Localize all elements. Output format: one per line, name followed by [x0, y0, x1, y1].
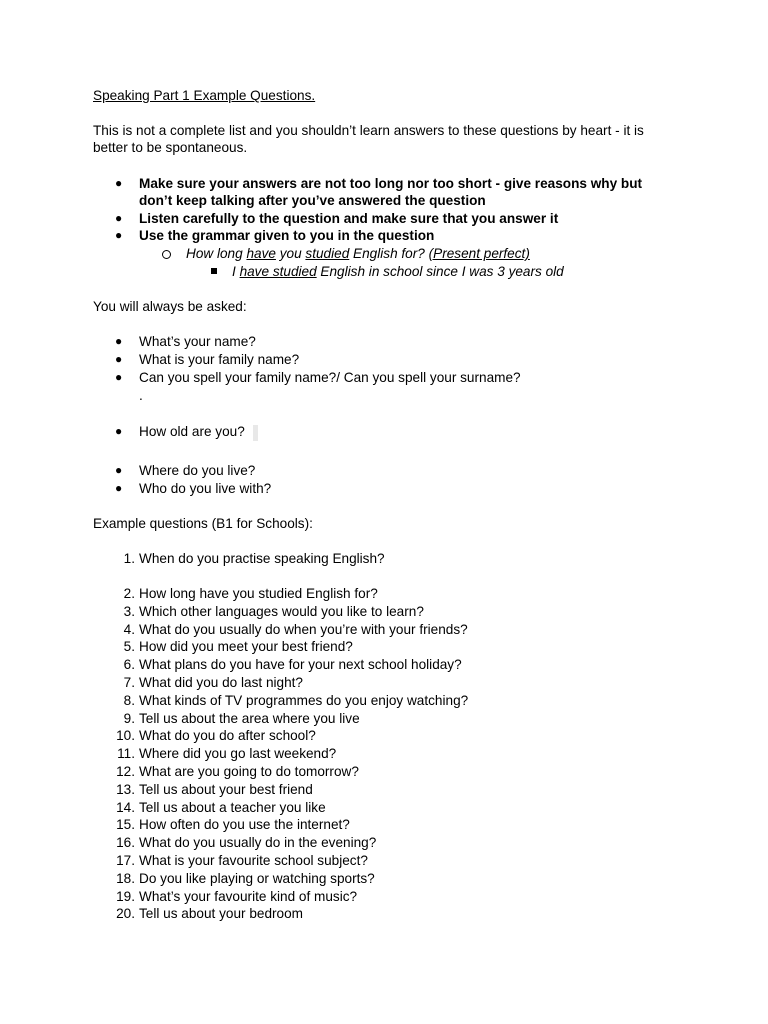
example-q-studied: studied [305, 246, 350, 261]
question-text: What’s your favourite kind of music? [139, 888, 358, 904]
question-number: 9. [123, 710, 135, 726]
question-number: 11. [117, 746, 135, 762]
example-a-part: I [232, 264, 240, 279]
question-number: 19. [116, 888, 135, 904]
question-number: 2. [123, 586, 135, 601]
document-title: Speaking Part 1 Example Questions. [93, 88, 316, 103]
square-bullet-icon [211, 268, 217, 274]
question-text: Do you like playing or watching sports? [139, 870, 375, 886]
question-text: What did you do last night? [139, 675, 303, 690]
question-text: When do you practise speaking English? [139, 551, 385, 566]
tip-2: Listen carefully to the question and make sure that you answer it [139, 211, 559, 226]
question-number: 1. [123, 551, 135, 566]
question-text: What do you do after school? [139, 728, 316, 744]
question-number: 14. [116, 799, 135, 815]
question-number: 12. [116, 764, 135, 779]
question-text: Where did you go last weekend? [139, 746, 337, 762]
tip-1-line-2: don’t keep talking after you’ve answered the question [139, 193, 486, 208]
bullet-icon: ● [115, 176, 123, 190]
scan-artifact [253, 425, 258, 441]
circle-bullet-icon [162, 250, 171, 259]
example-q-part: you [275, 246, 306, 261]
question-text: Which other languages would you like to learn? [139, 603, 424, 619]
question-text: Tell us about a teacher you like [139, 799, 326, 815]
question-text: What kinds of TV programmes do you enjoy watching? [139, 692, 469, 708]
question-number: 20. [116, 906, 135, 922]
list-item: How old are you? [139, 424, 245, 439]
bullet-icon: ● [115, 463, 123, 477]
bullet-icon: ● [115, 211, 123, 225]
grammar-example-question [186, 245, 530, 262]
list-item: Where do you live? [139, 463, 256, 478]
example-a-have-studied: have studied [239, 264, 317, 279]
question-text: How did you meet your best friend? [139, 639, 353, 655]
list-item: What’s your name? [139, 334, 256, 349]
question-text: How often do you use the internet? [139, 817, 350, 833]
question-number: 4. [123, 621, 135, 637]
question-number: 16. [116, 835, 135, 851]
example-q-tense: (Present perfect) [428, 246, 530, 261]
question-text: What is your favourite school subject? [139, 853, 368, 868]
question-number: 3. [123, 603, 135, 619]
question-number: 10. [116, 728, 135, 744]
question-text: What are you going to do tomorrow? [139, 764, 359, 779]
question-text: Tell us about your bedroom [139, 906, 303, 922]
bullet-icon: ● [115, 352, 123, 366]
bullet-icon: ● [115, 228, 123, 242]
always-heading: You will always be asked: [93, 299, 247, 314]
question-number: 18. [116, 870, 135, 886]
question-number: 7. [123, 675, 135, 690]
list-item: What is your family name? [139, 352, 300, 367]
question-text: Tell us about your best friend [139, 781, 313, 797]
question-text: What plans do you have for your next school holiday? [139, 657, 462, 673]
example-a-part: English in school since I was 3 years old [316, 264, 564, 279]
question-number: 17. [116, 853, 135, 868]
question-text: How long have you studied English for? [139, 586, 378, 601]
stray-period: . [139, 388, 143, 403]
grammar-example-answer [232, 263, 564, 280]
tip-1-line-1: Make sure your answers are not too long nor too short - give reasons why but [139, 176, 643, 191]
list-item: Can you spell your family name?/ Can you spell your surname? [139, 370, 521, 385]
example-q-part: English for? [349, 246, 429, 261]
list-item: Who do you live with? [139, 481, 272, 496]
question-number: 5. [123, 639, 135, 655]
question-number: 15. [116, 817, 135, 833]
bullet-icon: ● [115, 424, 123, 438]
bullet-icon: ● [115, 481, 123, 495]
bullet-icon: ● [115, 334, 123, 348]
example-q-have: have [246, 246, 276, 261]
tip-3: Use the grammar given to you in the question [139, 228, 435, 243]
question-number: 13. [116, 781, 135, 797]
question-number: 6. [123, 657, 135, 673]
example-q-part: How long [186, 246, 247, 261]
question-text: What do you usually do in the evening? [139, 835, 377, 851]
question-text: Tell us about the area where you live [139, 710, 360, 726]
bullet-icon: ● [115, 370, 123, 384]
question-number: 8. [123, 692, 135, 708]
intro-line-1: This is not a complete list and you shouldn’t learn answers to these questions by heart - it is [93, 123, 644, 138]
question-text: What do you usually do when you’re with your friends? [139, 621, 468, 637]
intro-line-2: better to be spontaneous. [93, 140, 248, 155]
examples-heading: Example questions (B1 for Schools): [93, 516, 313, 531]
